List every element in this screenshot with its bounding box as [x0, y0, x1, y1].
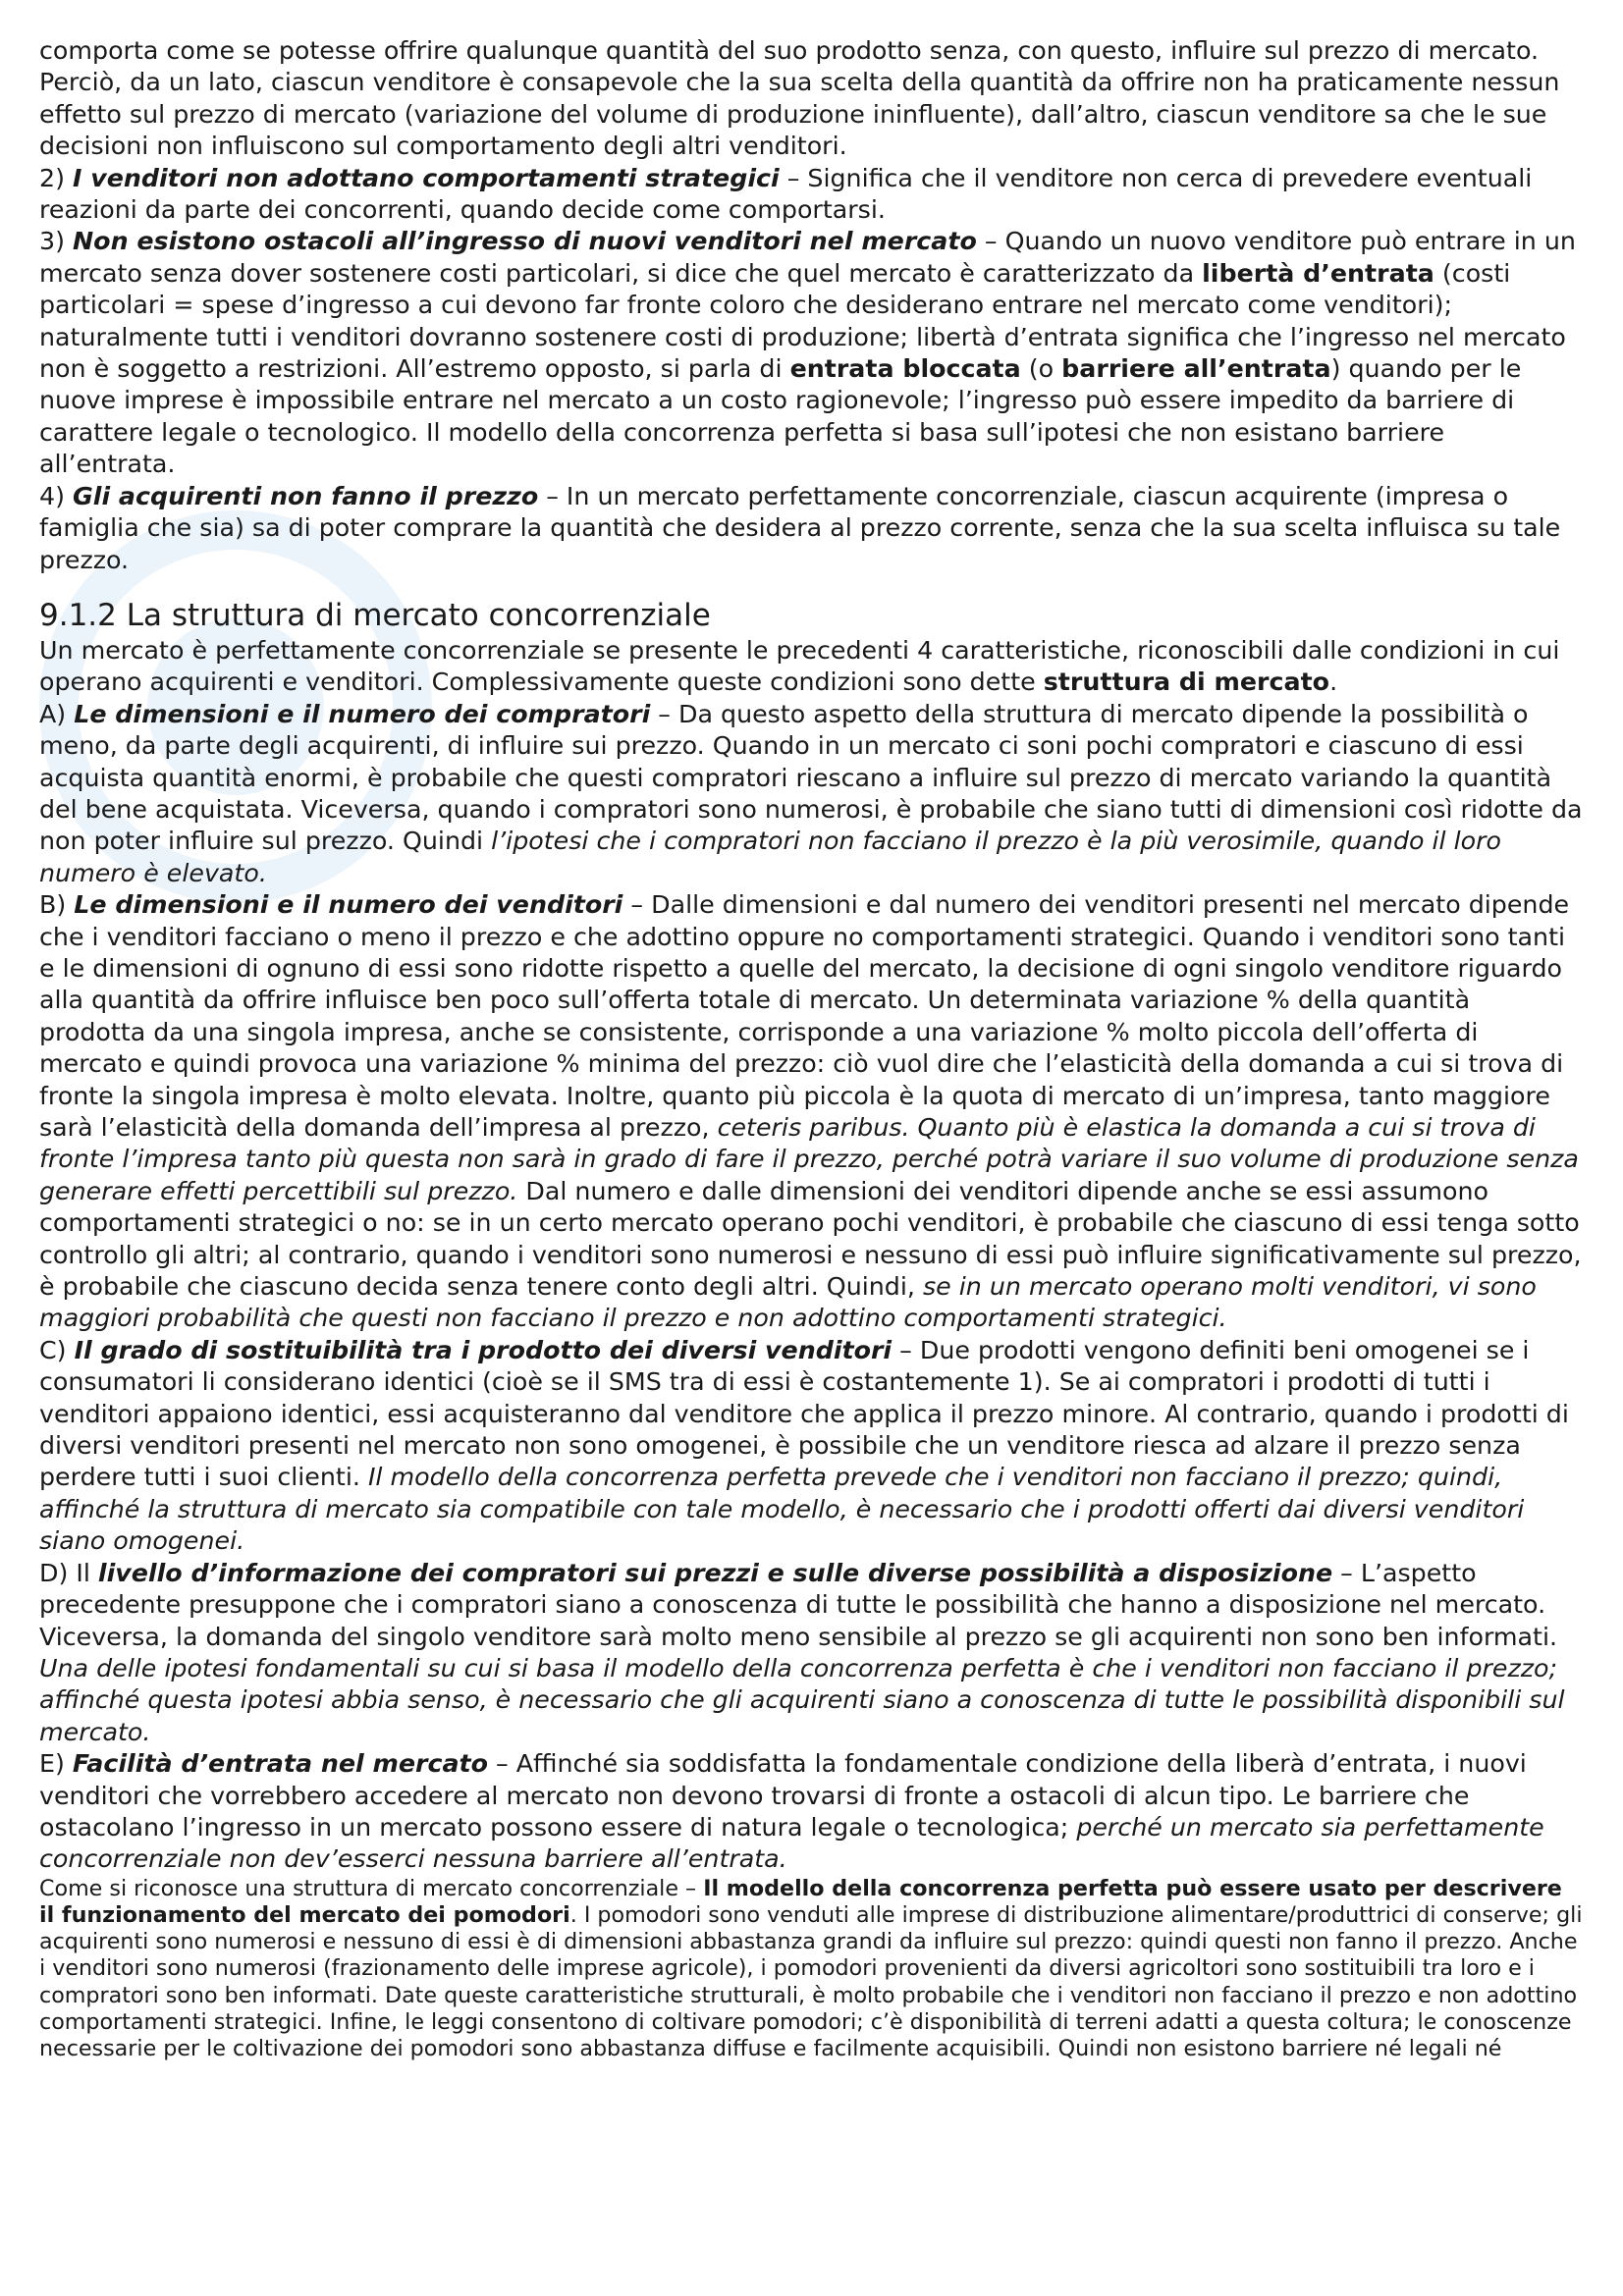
- item-B-text-1: – Dalle dimensioni e dal numero dei venditori presenti nel mercato dipende che i venditori facciano o meno il prezzo e che adottino oppure no comportamenti strategici. Quando i venditori sono tanti e le dimensioni di ognuno di essi sono ridotte rispetto a quelle del mercato, la decisione di ogni singolo venditore riguardo alla quantità da offrire influisce ben poco sull’offerta totale di mercato. Un determinata variazione % della quantità prodotta da una singola impresa, anche se consistente, corrisponde a una variazione % molto piccola dell’offerta di mercato e quindi provoca una variazione % minima del prezzo: ciò vuol dire che l’elasticità della domanda a cui si trova di fronte la singola impresa è molto elevata. Inoltre, quanto più piccola è la quota di mercato di un’impresa, tanto maggiore sarà l’elasticità della domanda dell’impresa al prezzo,: [39, 890, 1570, 1142]
- item-3-text-3: (o: [1020, 354, 1062, 384]
- item-B-italic-1: ceteris paribus. Quanto più è elastica la domanda a cui si trova di fronte l’impresa tanto più questa non sarà in grado di fare il prezzo, perché potrà variare il suo volume di produzione senza generare effetti percettibili sul prezzo.: [39, 1113, 1579, 1205]
- term-liberta-entrata: libertà d’entrata: [1202, 258, 1434, 288]
- item-B-text-2: Dal numero e dalle dimensioni dei venditori dipende anche se essi assumono comportamenti strategici o no: se in un certo mercato operano pochi venditori, è probabile che ciascuno di essi tenga sotto controllo gli altri; al contrario, quando i venditori sono numerosi e nessuno di essi può influire significativamente sul prezzo, è probabile che ciascuno decida senza tenere conto degli altri. Quindi,: [39, 1176, 1582, 1302]
- term-entrata-bloccata: entrata bloccata: [789, 354, 1021, 384]
- item-3-text-1: – Quando un nuovo venditore può entrare in un mercato senza dover sostenere costi particolari, si dice che quel mercato è caratterizzato da: [39, 227, 1576, 288]
- item-E-italic: perché un mercato sia perfettamente concorrenziale non dev’esserci nessuna barriere all’entrata.: [39, 1812, 1544, 1874]
- item-D-title: livello d’informazione dei compratori sui prezzi e sulle diverse possibilità a disposizione: [97, 1558, 1333, 1587]
- example-box: [39, 1876, 1584, 2062]
- item-3-number: 3): [39, 227, 74, 256]
- item-3: [39, 226, 1584, 480]
- item-2-number: 2): [39, 163, 74, 192]
- document-page: [39, 35, 1584, 2062]
- item-B-title: Le dimensioni e il numero dei venditori: [74, 890, 623, 920]
- item-D: [39, 1558, 1584, 1748]
- item-B-italic-2: se in un mercato operano molti venditori, vi sono maggiori probabilità che questi non facciano il prezzo e non adottino comportamenti strategici.: [39, 1272, 1537, 1333]
- item-A-title: Le dimensioni e il numero dei compratori: [74, 699, 651, 728]
- item-C-text: – Due prodotti vengono definiti beni omogenei se i consumatori li considerano identici (cioè se il SMS tra di essi è costantemente 1). Se ai compratori i prodotti di tutti i venditori appaiono identici, essi acquisteranno dal venditore che applica il prezzo minore. Al contrario, quando i prodotti di diversi venditori presenti nel mercato non sono omogenei, è possibile che un venditore riesca ad alzare il prezzo senza perdere tutti i suoi clienti.: [39, 1335, 1569, 1492]
- item-4-text: – In un mercato perfettamente concorrenziale, ciascun acquirente (impresa o famiglia che sia) sa di poter comprare la quantità che desidera al prezzo corrente, senza che la sua scelta influisca su tale prezzo.: [39, 481, 1561, 574]
- item-3-text-4: ) quando per le nuove imprese è impossibile entrare nel mercato a un costo ragionevole; l’ingresso può essere impedito da barriere di carattere legale o tecnologico. Il modello della concorrenza perfetta si basa sull’ipotesi che non esistano barriere all’entrata.: [39, 354, 1522, 479]
- term-barriere-entrata: barriere all’entrata: [1061, 354, 1331, 384]
- item-A-text: – Da questo aspetto della struttura di mercato dipende la possibilità o meno, da parte degli acquirenti, di influire sui prezzo. Quando in un mercato ci soni pochi compratori e ciascuno di essi acquista quantità enormi, è probabile che questi compratori riescano a influire sul prezzo di mercato variando la quantità del bene acquistata. Viceversa, quando i compratori sono numerosi, è probabile che siano tutti di dimensioni così ridotte da non poter influire sul prezzo. Quindi: [39, 699, 1583, 856]
- item-4: [39, 481, 1584, 576]
- item-D-text: – L’aspetto precedente presuppone che i compratori siano a conoscenza di tutte le possibilità che hanno a disposizione nel mercato. Viceversa, la domanda del singolo venditore sarà molto meno sensibile al prezzo se gli acquirenti non sono ben informati.: [39, 1558, 1558, 1651]
- section-lead-text: Un mercato è perfettamente concorrenziale se presente le precedenti 4 caratteristiche, riconoscibili dalle condizioni in cui operano acquirenti e venditori. Complessivamente queste condizioni sono dette: [39, 635, 1560, 697]
- paragraph-intro: [39, 35, 1584, 163]
- item-D-italic: Una delle ipotesi fondamentali su cui si basa il modello della concorrenza perfetta è che i venditori non facciano il prezzo; affinché questa ipotesi abbia senso, è necessario che gli acquirenti siano a conoscenza di tutte le possibilità disponibili sul mercato.: [39, 1653, 1565, 1746]
- item-E: [39, 1748, 1584, 1876]
- item-2: [39, 163, 1584, 227]
- item-E-number: E): [39, 1749, 73, 1779]
- item-B-number: B): [39, 890, 75, 920]
- item-E-text: – Affinché sia soddisfatta la fondamentale condizione della liberà d’entrata, i nuovi venditori che vorrebbero accedere al mercato non devono trovarsi di fronte a ostacoli di alcun tipo. Le barriere che ostacolano l’ingresso in un mercato possono essere di natura legale o tecnologica;: [39, 1749, 1527, 1842]
- section-lead: [39, 635, 1584, 699]
- item-A: [39, 699, 1584, 889]
- item-C-title: Il grado di sostituibilità tra i prodotto dei diversi venditori: [74, 1335, 893, 1364]
- item-C-number: C): [39, 1335, 75, 1364]
- item-C: [39, 1335, 1584, 1558]
- item-4-number: 4): [39, 481, 74, 510]
- item-3-title: Non esistono ostacoli all’ingresso di nuovi venditori nel mercato: [73, 227, 977, 256]
- item-4-title: Gli acquirenti non fanno il prezzo: [73, 481, 539, 510]
- item-E-title: Facilità d’entrata nel mercato: [72, 1749, 488, 1779]
- item-3-text-2: (costi particolari = spese d’ingresso a cui devono far fronte coloro che desiderano entrare nel mercato come venditori); naturalmente tutti i venditori dovranno sostenere costi di produzione; libertà d’entrata significa che l’ingresso nel mercato non è soggetto a restrizioni. All’estremo opposto, si parla di: [39, 258, 1566, 384]
- item-D-number: D) Il: [39, 1558, 98, 1587]
- section-heading: 9.1.2 La struttura di mercato concorrenziale: [39, 597, 711, 633]
- item-2-text: – Significa che il venditore non cerca di prevedere eventuali reazioni da parte dei concorrenti, quando decide come comportarsi.: [39, 163, 1533, 225]
- box-lead: Come si riconosce una struttura di mercato concorrenziale –: [39, 1875, 704, 1901]
- intro-text: comporta come se potesse offrire qualunque quantità del suo prodotto senza, con questo, influire sul prezzo di mercato. Perciò, da un lato, ciascun venditore è consapevole che la sua scelta della quantità da offrire non ha praticamente nessun effetto sul prezzo di mercato (variazione del volume di produzione ininfluente), dall’altro, ciascun venditore sa che le sue decisioni non influiscono sul comportamento degli altri venditori.: [39, 36, 1560, 161]
- item-2-title: I venditori non adottano comportamenti strategici: [73, 163, 780, 192]
- item-B: [39, 889, 1584, 1335]
- box-text: . I pomodori sono venduti alle imprese di distribuzione alimentare/produttrici di conserve; gli acquirenti sono numerosi e nessuno di essi è di dimensioni abbastanza grandi da influire sul prezzo: quindi questi non fanno il prezzo. Anche i venditori sono numerosi (frazionamento delle imprese agricole), i pomodori provenienti da diversi agricoltori sono sostituibili tra loro e i compratori sono ben informati. Date queste caratteristiche strutturali, è molto probabile che i venditori non facciano il prezzo e non adottino comportamenti strategici. Infine, le leggi consentono di coltivare pomodori; c’è disponibilità di terreni adatti a questa coltura; le conoscenze necessarie per le coltivazione dei pomodori sono abbastanza diffuse e facilmente acquisibili. Quindi non esistono barriere né legali né: [39, 1901, 1583, 2061]
- item-C-italic: Il modello della concorrenza perfetta prevede che i venditori non facciano il prezzo; quindi, affinché la struttura di mercato sia compatibile con tale modello, è necessario che i prodotti offerti dai diversi venditori siano omogenei.: [39, 1463, 1525, 1556]
- box-bold: Il modello della concorrenza perfetta può essere usato per descrivere il funzionamento del mercato dei pomodori: [39, 1875, 1562, 1928]
- term-struttura-mercato: struttura di mercato: [1043, 667, 1330, 697]
- section-lead-end: .: [1329, 667, 1338, 697]
- item-A-number: A): [39, 699, 75, 728]
- item-A-italic: l’ipotesi che i compratori non facciano il prezzo è la più verosimile, quando il loro numero è elevato.: [39, 827, 1502, 887]
